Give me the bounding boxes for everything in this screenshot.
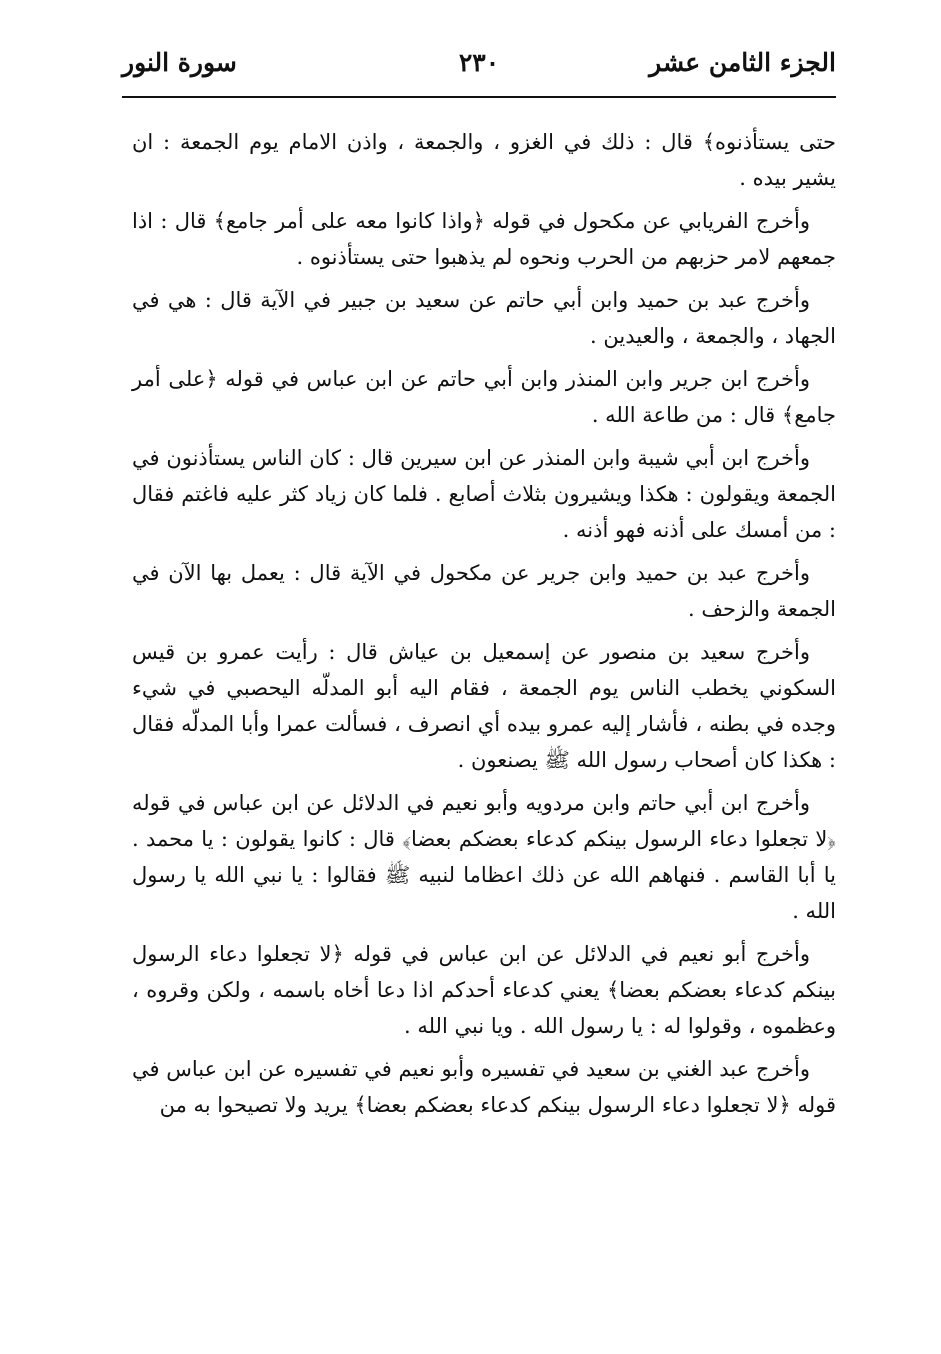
paragraph: وأخرج الفريابي عن مكحول في قوله ﴿واذا كانوا معه على أمر جامع﴾ قال : اذا جمعهم لامر حزبهم من الحرب ونحوه لم يذهبوا حتى يستأذنوه . (132, 209, 836, 269)
part-title: الجزء الثامن عشر (649, 48, 836, 77)
paragraph: وأخرج ابن جرير وابن المنذر وابن أبي حاتم عن ابن عباس في قوله ﴿على أمر جامع﴾ قال : من طاعة الله . (132, 367, 836, 427)
page-header (122, 48, 836, 90)
page-body (132, 124, 836, 1130)
paragraph: وأخرج ابن أبي شيبة وابن المنذر عن ابن سيرين قال : كان الناس يستأذنون في الجمعة ويقولون : هكذا ويشيرون بثلاث أصابع . فلما كان زياد كثر عليه فاغتم فقال : من أمسك على أذنه فهو أذنه . (132, 446, 836, 542)
header-divider (122, 96, 836, 98)
paragraph: وأخرج عبد بن حميد وابن أبي حاتم عن سعيد بن جبير في الآية قال : هي في الجهاد ، والجمعة ، والعيدين . (132, 288, 836, 348)
paragraph: وأخرج عبد بن حميد وابن جرير عن مكحول في الآية قال : يعمل بها الآن في الجمعة والزحف . (132, 561, 836, 621)
page-number: ٢٣٠ (458, 48, 500, 77)
paragraph: حتى يستأذنوه﴾ قال : ذلك في الغزو ، والجمعة ، واذن الامام يوم الجمعة : ان يشير بيده . (132, 130, 836, 190)
paragraph: وأخرج سعيد بن منصور عن إسمعيل بن عياش قال : رأيت عمرو بن قيس السكوني يخطب الناس يوم الجمعة ، فقام اليه أبو المدلّه اليحصبي في شيء وجده في بطنه ، فأشار إليه عمرو بيده أي انصرف ، فسألت عمرا وأبا المدلّه فقال : هكذا كان أصحاب رسول الله ﷺ يصنعون . (132, 640, 836, 772)
paragraph: وأخرج أبو نعيم في الدلائل عن ابن عباس في قوله ﴿لا تجعلوا دعاء الرسول بينكم كدعاء بعضكم بعضا﴾ يعني كدعاء أحدكم اذا دعا أخاه باسمه ، ولكن وقروه ، وعظموه ، وقولوا له : يا رسول الله . ويا نبي الله . (132, 942, 836, 1038)
surah-title: سورة النور (122, 48, 237, 77)
paragraph: وأخرج عبد الغني بن سعيد في تفسيره وأبو نعيم في تفسيره عن ابن عباس في قوله ﴿لا تجعلوا دعاء الرسول بينكم كدعاء بعضكم بعضا﴾ يريد ولا تصيحوا به من (132, 1057, 836, 1117)
paragraph: وأخرج ابن أبي حاتم وابن مردويه وأبو نعيم في الدلائل عن ابن عباس في قوله ﴿لا تجعلوا دعاء الرسول بينكم كدعاء بعضكم بعضا﴾ قال : كانوا يقولون : يا محمد . يا أبا القاسم . فنهاهم الله عن ذلك اعظاما لنبيه ﷺ فقالوا : يا نبي الله يا رسول الله . (132, 791, 837, 923)
